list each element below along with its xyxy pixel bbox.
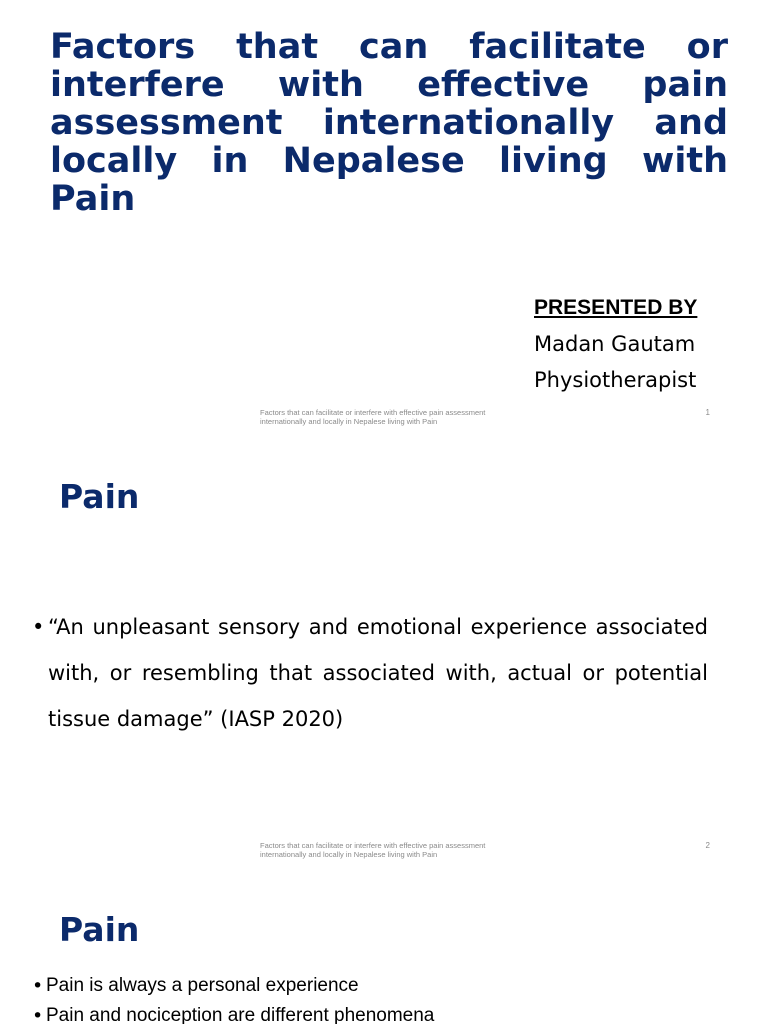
- bullet-text: Pain is always a personal experience: [46, 975, 359, 996]
- presenter-block: [534, 290, 697, 398]
- slide-1-title: Factors that can facilitate or interfere with effective pain assessment internationally and locally in Nepalese living with Pain: [50, 27, 728, 219]
- slide-1-footer: Factors that can facilitate or interfere with effective pain assessment internationally and locally in Nepalese living with Pain: [260, 408, 486, 426]
- slide-3-title: Pain: [59, 910, 140, 949]
- slide-3: [0, 866, 768, 1024]
- slide-1: [0, 0, 768, 433]
- slide-1-page-number: 1: [705, 408, 710, 417]
- bullet-text: Pain and nociception are different phenomena: [46, 1005, 435, 1024]
- bullet-text: “An unpleasant sensory and emotional experience associated with, or resembling that associated with, actual or potential tissue damage” (IASP 2020): [48, 615, 708, 731]
- slide-2-page-number: 2: [705, 841, 710, 850]
- bullet-dot-icon: •: [32, 975, 44, 997]
- bullet-dot-icon: •: [32, 615, 45, 639]
- list-item: [32, 971, 708, 1001]
- list-item: [32, 604, 708, 742]
- slide-2: [0, 433, 768, 866]
- presenter-role: Physiotherapist: [534, 368, 697, 392]
- slide-2-footer: Factors that can facilitate or interfere with effective pain assessment internationally and locally in Nepalese living with Pain: [260, 841, 486, 859]
- slide-2-bullet-list: [32, 604, 708, 742]
- presenter-name: Madan Gautam: [534, 332, 696, 356]
- slide-3-bullet-list: [32, 971, 708, 1024]
- list-item: [32, 1001, 708, 1024]
- slide-2-title: Pain: [59, 477, 140, 516]
- bullet-dot-icon: •: [32, 1005, 44, 1024]
- presenter-heading: PRESENTED BY: [534, 296, 698, 319]
